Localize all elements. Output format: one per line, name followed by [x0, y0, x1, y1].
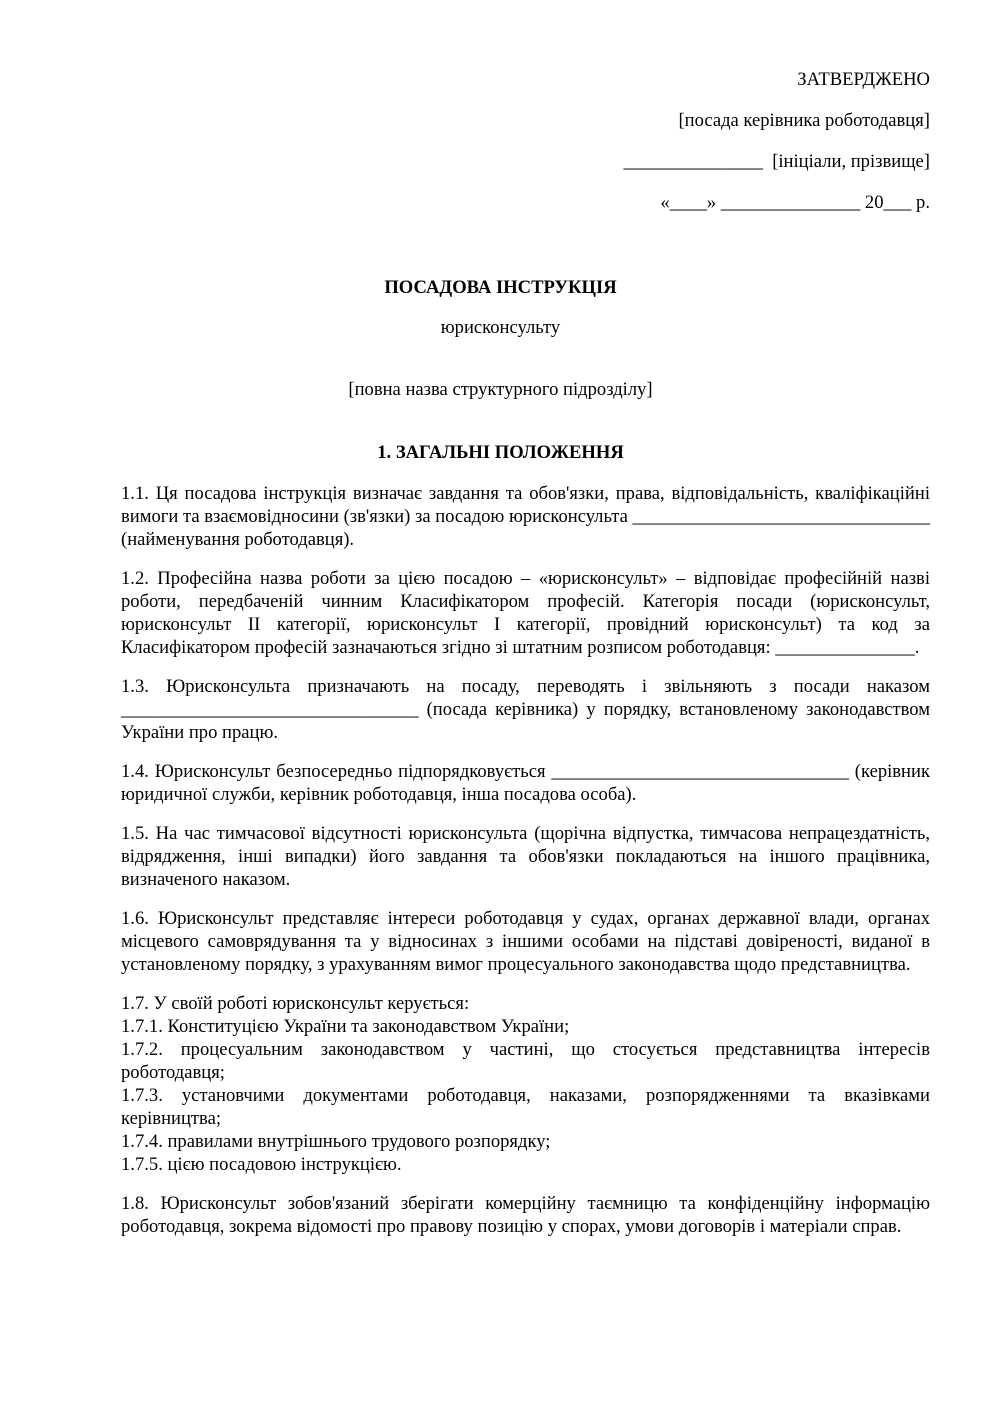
- document-title: ПОСАДОВА ІНСТРУКЦІЯ: [384, 277, 617, 298]
- section-body: [121, 482, 930, 1254]
- paragraph-1-6: 1.6. Юрисконсульт представляє інтереси роботодавця у судах, органах державної влади, органах місцевого самоврядування та у відносинах з іншими особами на підставі довіреності, виданої в установленому порядку, з урахуванням вимог процесуального законодавства щодо представництва.: [121, 908, 930, 975]
- approved-label: ЗАТВЕРДЖЕНО: [797, 69, 930, 90]
- department-name: [повна назва структурного підрозділу]: [348, 379, 653, 400]
- paragraph-1-7-group: [121, 992, 930, 1176]
- approval-block: [510, 68, 930, 232]
- paragraph-1-1: 1.1. Ця посадова інструкція визначає завдання та обов'язки, права, відповідальність, кваліфікаційні вимоги та взаємовідносини (зв'язки) за посадою юрисконсульта ________________________________ (найменування роботодавця).: [121, 483, 930, 550]
- document-subtitle: юрисконсульту: [440, 317, 561, 338]
- paragraph-1-2: 1.2. Професійна назва роботи за цією посадою – «юрисконсульт» – відповідає професійній назві роботи, передбаченій чинним Класифікатором професій. Категорія посади (юрисконсульт, юрисконсульт II категорії, юрисконсульт I категорії, провідний юрисконсульт) та код за Класифікатором професій зазначаються згідно зі штатним розписом роботодавця: _______________.: [121, 568, 930, 658]
- list-item-1-7-5: 1.7.5. цією посадовою інструкцією.: [121, 1154, 402, 1175]
- paragraph-1-8: 1.8. Юрисконсульт зобов'язаний зберігати комерційну таємницю та конфіденційну інформацію роботодавця, зокрема відомості про правову позицію у спорах, умови договорів і матеріали справ.: [121, 1193, 930, 1237]
- list-item-1-7-3: 1.7.3. установчими документами роботодавця, наказами, розпорядженнями та вказівками керівництва;: [121, 1085, 930, 1129]
- paragraph-1-3: 1.3. Юрисконсульта призначають на посаду, переводять і звільняють з посади наказом ________________________________ (посада керівника) у порядку, встановленому законодавством України про працю.: [121, 676, 930, 743]
- list-item-1-7-2: 1.7.2. процесуальним законодавством у частині, що стосується представництва інтересів роботодавця;: [121, 1039, 930, 1083]
- approver-position: [посада керівника роботодавця]: [678, 110, 930, 131]
- approval-date-line: «____» _______________ 20___ р.: [660, 192, 930, 213]
- paragraph-1-4: 1.4. Юрисконсульт безпосередньо підпорядковується ________________________________ (керівник юридичної служби, керівник роботодавця, інша посадова особа).: [121, 761, 930, 805]
- section-heading-general: 1. ЗАГАЛЬНІ ПОЛОЖЕННЯ: [377, 442, 624, 463]
- approver-signature-line: _______________ [ініціали, прізвище]: [623, 151, 930, 172]
- list-item-1-7-4: 1.7.4. правилами внутрішнього трудового розпорядку;: [121, 1131, 551, 1152]
- paragraph-1-7: 1.7. У своїй роботі юрисконсульт керується:: [121, 993, 470, 1014]
- paragraph-1-5: 1.5. На час тимчасової відсутності юрисконсульта (щорічна відпустка, тимчасова непрацездатність, відрядження, інші випадки) його завдання та обов'язки покладаються на іншого працівника, визначеного наказом.: [121, 823, 930, 890]
- list-item-1-7-1: 1.7.1. Конституцією України та законодавством України;: [121, 1016, 570, 1037]
